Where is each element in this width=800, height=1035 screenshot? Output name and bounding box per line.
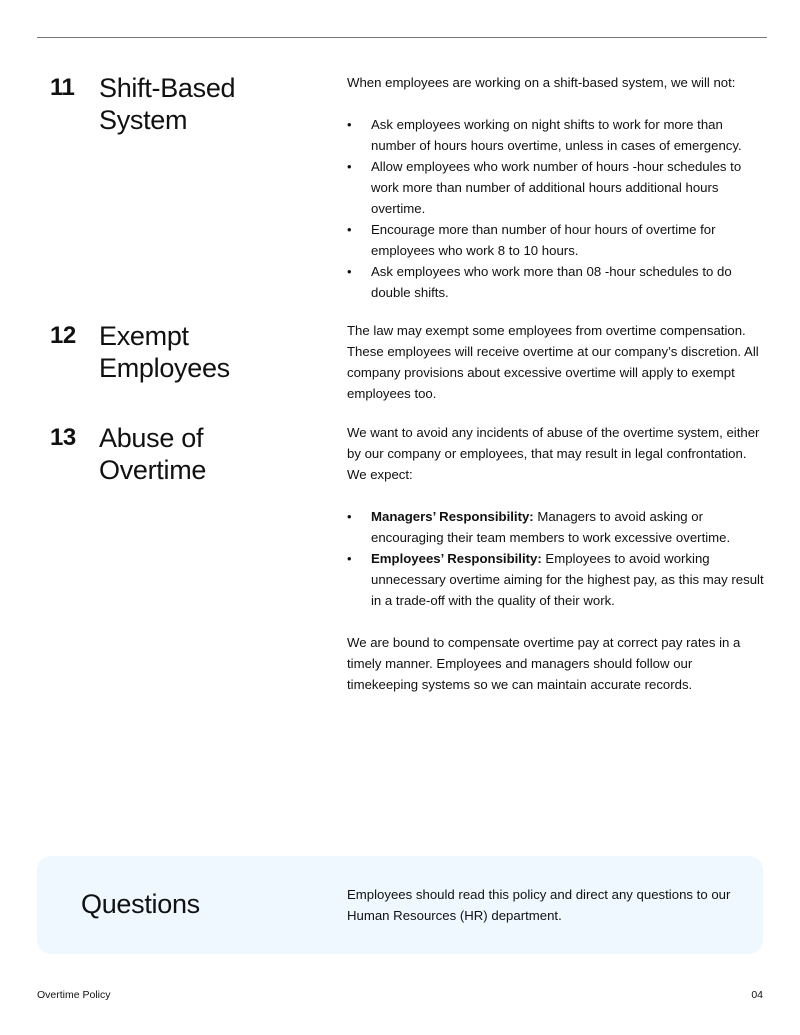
section-number: 12 [50, 322, 76, 349]
list-item-text: Allow employees who work number of hours -hour schedules to work more than number of additional hours additional hours overtime. [371, 159, 742, 216]
list-item-text: Employees to avoid working unnecessary overtime aiming for the highest pay, as this may result in a trade-off with the quality of their work. [371, 551, 764, 608]
bullet-icon: • [347, 551, 352, 566]
section-body [347, 320, 767, 404]
list-item [347, 114, 767, 156]
list-item-text: Encourage more than number of hour hours of overtime for employees who work 8 to 10 hours. [371, 222, 716, 258]
bullet-icon: • [347, 509, 352, 524]
list-item [347, 219, 767, 261]
questions-title: Questions [81, 889, 200, 919]
section-body [347, 72, 767, 303]
bullet-icon: • [347, 222, 352, 237]
list-item [347, 261, 767, 303]
footer-page-number: 04 [751, 989, 763, 1001]
bullet-list [347, 506, 767, 611]
section-paragraph: The law may exempt some employees from overtime compensation. These employees will receive overtime at our company’s discretion. All company provisions about excessive overtime will apply to exempt employees too. [347, 323, 759, 401]
bullet-list [347, 114, 767, 303]
bullet-icon: • [347, 264, 352, 279]
section-intro: When employees are working on a shift-based system, we will not: [347, 75, 736, 90]
section-title-line: Exempt [99, 321, 189, 351]
list-item-label: Employees’ Responsibility: [371, 551, 542, 566]
list-item-label: Managers’ Responsibility: [371, 509, 534, 524]
section-title-line: Shift-Based [99, 73, 236, 103]
top-divider [37, 37, 767, 38]
list-item-text: Managers to avoid asking or encouraging their team members to work excessive overtime. [371, 509, 731, 545]
section-number: 13 [50, 424, 76, 451]
section-title-line: System [99, 105, 188, 135]
section-closing: We are bound to compensate overtime pay at correct pay rates in a timely manner. Employees and managers should follow our timekeeping systems so we can maintain accurate records. [347, 635, 741, 692]
section-title-line: Overtime [99, 455, 207, 485]
questions-box [37, 856, 763, 954]
section-title [99, 72, 309, 136]
section-number: 11 [50, 74, 75, 101]
bullet-icon: • [347, 159, 352, 174]
list-item [347, 548, 767, 611]
section-title [99, 422, 309, 486]
list-item [347, 506, 767, 548]
bullet-icon: • [347, 117, 352, 132]
list-item-text: Ask employees working on night shifts to work for more than number of hours hours overtime, unless in cases of emergency. [371, 117, 742, 153]
section-intro: We want to avoid any incidents of abuse of the overtime system, either by our company or employees, that may result in legal confrontation. We expect: [347, 425, 760, 482]
footer-doc-title: Overtime Policy [37, 989, 111, 1001]
section-title-line: Abuse of [99, 423, 204, 453]
list-item [347, 156, 767, 219]
section-title [99, 320, 309, 384]
section-title-line: Employees [99, 353, 230, 383]
questions-text: Employees should read this policy and direct any questions to our Human Resources (HR) department. [347, 887, 731, 923]
list-item-text: Ask employees who work more than 08 -hour schedules to do double shifts. [371, 264, 732, 300]
section-body [347, 422, 767, 695]
